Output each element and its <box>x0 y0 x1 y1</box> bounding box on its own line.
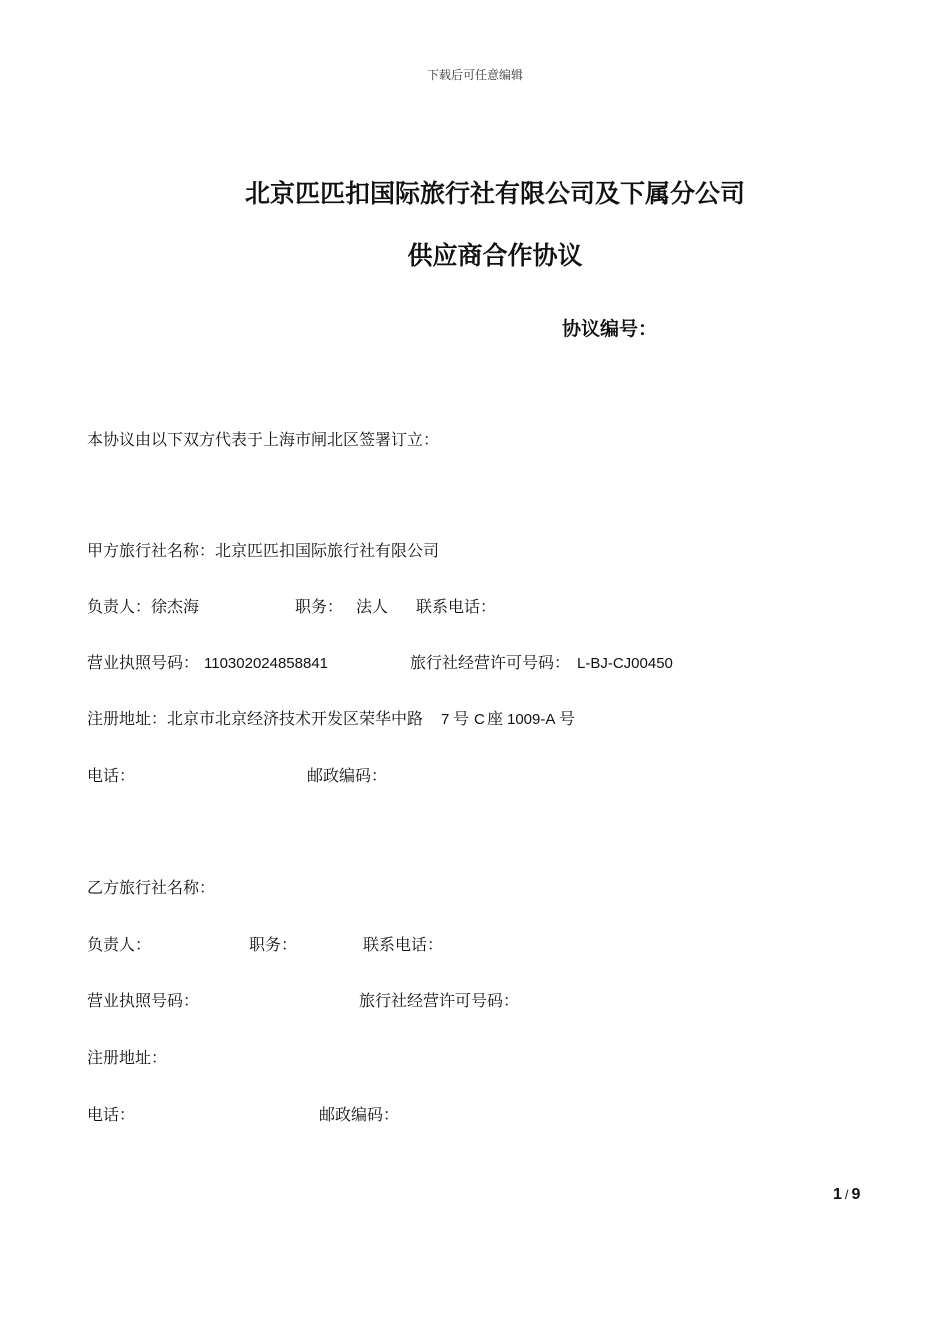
party-a-phone-row <box>87 766 787 788</box>
party-b-permit-label: 旅行社经营许可号码： <box>359 991 520 1010</box>
page-number <box>833 1186 860 1204</box>
party-b-principal-row <box>87 935 787 957</box>
party-a-position-value: 法人 <box>356 597 389 616</box>
party-a-phone-label: 电话： <box>87 766 136 785</box>
page-total: 9 <box>851 1186 861 1203</box>
party-a-address-hao: 号 <box>453 709 470 728</box>
party-b-license-label: 营业执照号码： <box>87 991 200 1010</box>
party-a-address-room: 1009-A <box>507 711 556 728</box>
party-b-phone-label: 电话： <box>87 1105 136 1124</box>
document-title: 北京匹匹扣国际旅行社有限公司及下属分公司 <box>244 179 745 208</box>
party-b-principal: 负责人： <box>87 935 152 954</box>
party-b-address: 注册地址： <box>87 1048 168 1067</box>
page-separator: / <box>844 1187 849 1202</box>
page-current: 1 <box>833 1186 842 1203</box>
party-b-position-label: 职务： <box>249 935 298 954</box>
party-b-contact-phone-label: 联系电话： <box>363 935 444 954</box>
party-a-address-row <box>87 709 787 731</box>
party-b-postcode-label: 邮政编码： <box>319 1105 400 1124</box>
agreement-number-label: 协议编号： <box>562 318 658 340</box>
party-a-license-row <box>87 653 787 675</box>
header-note: 下载后可任意编辑 <box>426 68 523 82</box>
party-a-permit-value: L-BJ-CJ00450 <box>577 655 673 672</box>
party-a-postcode-label: 邮政编码： <box>307 766 388 785</box>
party-a-address-building: C <box>474 711 485 728</box>
party-a-address-number: 7 <box>441 711 450 728</box>
party-a-principal: 负责人：徐杰海 <box>87 597 200 616</box>
party-a-name: 甲方旅行社名称：北京匹匹扣国际旅行社有限公司 <box>87 541 440 560</box>
party-a-contact-phone-label: 联系电话： <box>416 597 497 616</box>
party-a-permit-label: 旅行社经营许可号码： <box>410 653 571 672</box>
party-a-license-value: 110302024858841 <box>204 655 329 672</box>
party-b-name: 乙方旅行社名称： <box>87 878 216 897</box>
document-subtitle: 供应商合作协议 <box>407 241 583 270</box>
party-a-address-seat: 座 <box>487 709 504 728</box>
party-a-position-label: 职务： <box>295 597 344 616</box>
party-a-address-label: 注册地址：北京市北京经济技术开发区荣华中路 <box>87 709 424 728</box>
party-b-license-row <box>87 991 787 1013</box>
intro-paragraph: 本协议由以下双方代表于上海市闸北区签署订立： <box>87 430 440 449</box>
party-a-address-end: 号 <box>559 709 576 728</box>
party-b-phone-row <box>87 1105 787 1127</box>
party-a-license-label: 营业执照号码： <box>87 653 200 672</box>
party-a-principal-row <box>87 597 787 619</box>
